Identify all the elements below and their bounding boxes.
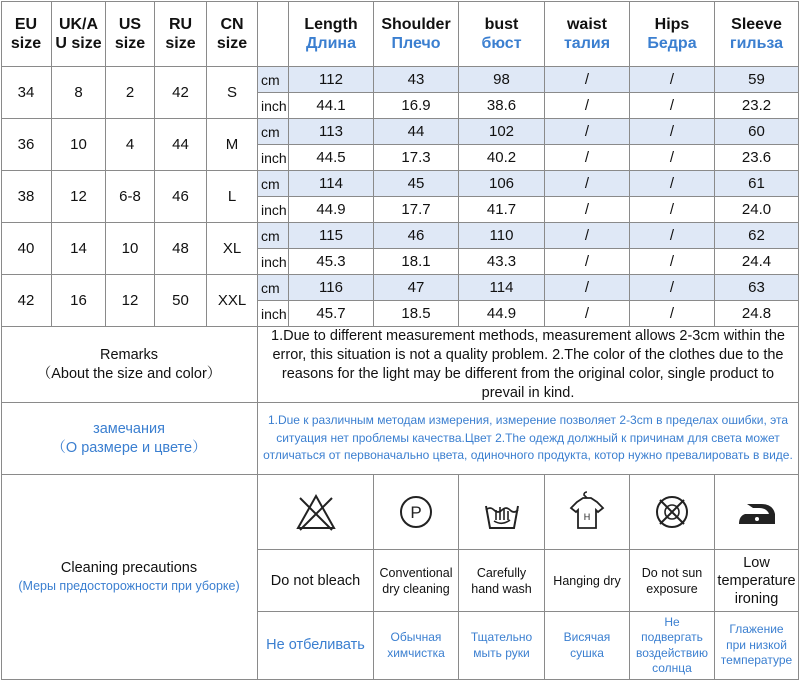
remarks-ru-body: 1.Due к различным методам измерения, измерение позволяет 2-3cm в пределах ошибки, эта ситуация нет проблемы качества.Цвет 2.The одежд должный к причинам для света может отличаться от первоначально цвета, одиночного продукта, котор нужно превалировать в виде. xyxy=(263,413,793,463)
measurement-cell xyxy=(289,275,374,301)
measurement-value: / xyxy=(584,97,590,114)
unit-label-cm xyxy=(258,119,289,145)
header-ru-size xyxy=(155,1,207,67)
measurement-value: / xyxy=(584,253,590,270)
unit-text: cm xyxy=(261,175,280,192)
unit-text: inch xyxy=(261,253,287,270)
measurement-cell xyxy=(289,249,374,275)
size-cell-eu xyxy=(1,223,52,275)
size-cell-uk xyxy=(52,119,106,171)
measurement-cell xyxy=(459,223,545,249)
header-measurement-en: bust xyxy=(484,15,519,33)
unit-text: inch xyxy=(261,149,287,166)
header-label: CN size xyxy=(216,15,248,52)
unit-label-inch xyxy=(258,145,289,171)
care-icon-cell xyxy=(459,475,545,550)
measurement-cell xyxy=(374,93,459,119)
unit-label-cm xyxy=(258,223,289,249)
measurement-cell xyxy=(459,249,545,275)
header-measurement-ru: Длина xyxy=(306,34,356,52)
unit-text: cm xyxy=(261,279,280,296)
measurement-cell xyxy=(289,145,374,171)
unit-label-cm xyxy=(258,275,289,301)
remarks-label-title: Remarks xyxy=(99,346,158,363)
measurement-cell xyxy=(630,67,715,93)
measurement-cell xyxy=(630,93,715,119)
size-cell-ru xyxy=(155,119,207,171)
unit-text: inch xyxy=(261,201,287,218)
measurement-value: / xyxy=(669,305,675,322)
measurement-cell xyxy=(374,67,459,93)
measurement-value: 41.7 xyxy=(486,201,517,218)
measurement-value: / xyxy=(584,149,590,166)
measurement-cell xyxy=(459,93,545,119)
measurement-value: 38.6 xyxy=(486,97,517,114)
measurement-cell xyxy=(289,301,374,327)
measurement-cell xyxy=(715,249,799,275)
unit-label-inch xyxy=(258,249,289,275)
measurement-cell xyxy=(715,145,799,171)
care-text-ru: Не отбеливать xyxy=(266,636,365,653)
measurement-cell xyxy=(715,275,799,301)
measurement-value: 59 xyxy=(748,71,765,88)
measurement-cell xyxy=(374,197,459,223)
measurement-cell xyxy=(459,67,545,93)
size-cell-eu xyxy=(1,171,52,223)
measurement-cell xyxy=(545,145,630,171)
care-text-ru: Тщательно мыть руки xyxy=(470,630,533,660)
header-measurement xyxy=(715,1,799,67)
measurement-cell xyxy=(715,67,799,93)
size-value: 46 xyxy=(172,188,189,205)
measurement-value: / xyxy=(669,71,675,88)
measurement-value: 116 xyxy=(319,279,343,296)
measurement-value: 16.9 xyxy=(401,97,431,114)
measurement-value: 18.1 xyxy=(401,253,431,270)
measurement-value: 45 xyxy=(407,175,425,192)
measurement-cell xyxy=(545,119,630,145)
measurement-value: 112 xyxy=(319,71,343,88)
care-label-en xyxy=(630,550,715,612)
measurement-value: / xyxy=(669,175,675,192)
measurement-value: / xyxy=(584,175,590,192)
size-cell-ru xyxy=(155,67,207,119)
hand-wash-icon xyxy=(480,490,524,534)
measurement-cell xyxy=(374,301,459,327)
size-value: 34 xyxy=(17,84,35,101)
hang-dry-icon xyxy=(565,490,609,534)
header-measurement-en: waist xyxy=(566,15,607,33)
size-cell-cn xyxy=(207,67,258,119)
header-measurement-ru: талия xyxy=(563,34,611,52)
care-text-en: Hanging dry xyxy=(553,573,621,588)
unit-label-cm xyxy=(258,67,289,93)
unit-text: cm xyxy=(261,71,280,88)
measurement-cell xyxy=(289,93,374,119)
size-value: 48 xyxy=(172,240,189,257)
measurement-cell xyxy=(459,301,545,327)
measurement-value: 17.3 xyxy=(401,149,431,166)
measurement-value: / xyxy=(584,123,590,140)
header-measurement-ru: Бедра xyxy=(647,34,697,52)
care-label-en xyxy=(374,550,459,612)
measurement-cell xyxy=(289,171,374,197)
measurement-cell xyxy=(715,171,799,197)
size-cell-cn xyxy=(207,171,258,223)
size-cell-cn xyxy=(207,275,258,327)
care-icon-cell xyxy=(630,475,715,550)
cleaning-label-en: Cleaning precautions xyxy=(60,560,198,576)
measurement-value: 23.2 xyxy=(741,97,772,114)
measurement-cell xyxy=(630,171,715,197)
size-value: 44 xyxy=(172,136,189,153)
unit-label-inch xyxy=(258,197,289,223)
header-measurement-en: Length xyxy=(304,15,358,33)
measurement-value: 44.9 xyxy=(486,305,517,322)
measurement-cell xyxy=(545,301,630,327)
care-label-en xyxy=(459,550,545,612)
header-measurement-en: Hips xyxy=(654,15,690,33)
measurement-cell xyxy=(289,197,374,223)
measurement-cell xyxy=(630,301,715,327)
header-measurement-ru: Плечо xyxy=(391,34,441,52)
size-cell-uk xyxy=(52,223,106,275)
measurement-value: 114 xyxy=(489,279,514,296)
measurement-value: 45.3 xyxy=(316,253,346,270)
care-text-ru: Не подвергать воздействию солнца xyxy=(636,614,708,675)
header-eu-size xyxy=(1,1,52,67)
measurement-value: 40.2 xyxy=(486,149,517,166)
measurement-value: / xyxy=(584,227,590,244)
care-label-ru xyxy=(630,612,715,680)
measurement-value: 114 xyxy=(319,175,343,192)
care-text-en: Conventional dry cleaning xyxy=(379,565,453,596)
header-label: EU size xyxy=(10,15,42,52)
measurement-value: 23.6 xyxy=(741,149,772,166)
header-measurement-ru: гильза xyxy=(729,34,784,52)
measurement-value: 47 xyxy=(407,279,425,296)
size-cell-uk xyxy=(52,171,106,223)
remarks-ru-label xyxy=(1,403,258,475)
size-cell-eu xyxy=(1,119,52,171)
measurement-value: / xyxy=(669,123,675,140)
measurement-value: 44.5 xyxy=(316,149,346,166)
care-icon-cell xyxy=(715,475,799,550)
size-cell-ru xyxy=(155,223,207,275)
measurement-value: 17.7 xyxy=(401,201,431,218)
size-cell-ru xyxy=(155,275,207,327)
care-text-ru: Обычная химчистка xyxy=(387,630,445,660)
measurement-value: 98 xyxy=(493,71,510,88)
measurement-value: 45.7 xyxy=(316,305,346,322)
measurement-cell xyxy=(630,119,715,145)
measurement-cell xyxy=(374,119,459,145)
size-cell-us xyxy=(106,67,155,119)
measurement-cell xyxy=(630,145,715,171)
unit-text: cm xyxy=(261,123,280,140)
size-cell-uk xyxy=(52,275,106,327)
size-value: 6-8 xyxy=(119,188,141,205)
measurement-cell xyxy=(374,171,459,197)
measurement-value: 63 xyxy=(748,279,765,296)
svg-text:H: H xyxy=(583,512,591,522)
measurement-cell xyxy=(630,249,715,275)
header-label: UK/A U size xyxy=(55,15,102,52)
size-value: S xyxy=(226,84,237,101)
header-uk-size xyxy=(52,1,106,67)
care-label-ru xyxy=(715,612,799,680)
measurement-cell xyxy=(545,249,630,275)
measurement-cell xyxy=(289,119,374,145)
measurement-value: 44.9 xyxy=(316,201,346,218)
size-value: 50 xyxy=(172,292,189,309)
measurement-cell xyxy=(545,223,630,249)
dry-clean-p-icon xyxy=(394,490,438,534)
care-text-en: Do not sun exposure xyxy=(641,565,703,596)
size-value: L xyxy=(227,188,237,205)
size-value: M xyxy=(225,136,239,153)
measurement-value: 44.1 xyxy=(316,97,346,114)
remarks-ru-title: замечания xyxy=(93,420,165,437)
measurement-cell xyxy=(459,119,545,145)
measurement-value: / xyxy=(584,305,590,322)
header-measurement-en: Sleeve xyxy=(731,15,782,33)
size-cell-us xyxy=(106,223,155,275)
measurement-value: / xyxy=(584,279,590,296)
care-icon-cell xyxy=(545,475,630,550)
size-cell-cn xyxy=(207,223,258,275)
measurement-cell xyxy=(374,145,459,171)
header-us-size xyxy=(106,1,155,67)
care-text-ru: Глажение при низкой температуре xyxy=(720,622,793,668)
header-measurement xyxy=(545,1,630,67)
measurement-cell xyxy=(459,275,545,301)
header-unit-blank xyxy=(258,1,289,67)
measurement-value: / xyxy=(584,201,590,218)
size-value: 16 xyxy=(70,292,87,309)
unit-label-inch xyxy=(258,301,289,327)
measurement-value: 43 xyxy=(407,71,425,88)
care-label-en xyxy=(715,550,799,612)
measurement-cell xyxy=(715,197,799,223)
measurement-value: / xyxy=(584,71,590,88)
size-chart xyxy=(1,1,799,680)
measurement-value: 43.3 xyxy=(486,253,517,270)
remarks-ru-subtitle: （О размере и цвете） xyxy=(51,439,207,456)
size-value: XL xyxy=(222,240,242,257)
size-value: 10 xyxy=(70,136,87,153)
care-label-ru xyxy=(374,612,459,680)
header-measurement xyxy=(630,1,715,67)
remarks-label-subtitle: （About the size and color） xyxy=(36,365,222,382)
measurement-value: 24.8 xyxy=(741,305,772,322)
measurement-cell xyxy=(545,171,630,197)
measurement-cell xyxy=(545,93,630,119)
measurement-cell xyxy=(715,93,799,119)
size-value: 42 xyxy=(17,292,35,309)
measurement-cell xyxy=(715,223,799,249)
unit-text: inch xyxy=(261,97,287,114)
care-label-ru xyxy=(459,612,545,680)
measurement-value: / xyxy=(669,97,675,114)
size-value: 40 xyxy=(17,240,35,257)
size-value: 38 xyxy=(17,188,35,205)
remarks-body: 1.Due to different measurement methods, measurement allows 2-3cm within the error, this situation is not a quality problem. 2.The color of the clothes due to the reasons for the light may be different from the original color, single product to prevail in kind. xyxy=(271,327,785,401)
care-text-en: Carefully hand wash xyxy=(471,565,532,596)
header-measurement xyxy=(289,1,374,67)
care-text-en: Do not bleach xyxy=(270,572,361,589)
size-value: 10 xyxy=(121,240,139,257)
care-text-ru: Висячая сушка xyxy=(563,630,611,660)
measurement-cell xyxy=(545,275,630,301)
header-measurement xyxy=(459,1,545,67)
measurement-value: / xyxy=(669,149,675,166)
measurement-cell xyxy=(374,249,459,275)
measurement-cell xyxy=(459,171,545,197)
measurement-value: 46 xyxy=(407,227,425,244)
measurement-value: 102 xyxy=(488,123,515,140)
low-iron-icon xyxy=(735,490,779,534)
measurement-cell xyxy=(715,301,799,327)
care-icon-cell xyxy=(258,475,374,550)
measurement-value: 113 xyxy=(319,123,343,140)
size-cell-eu xyxy=(1,67,52,119)
measurement-cell xyxy=(459,197,545,223)
measurement-cell xyxy=(374,275,459,301)
size-value: 36 xyxy=(17,136,35,153)
measurement-value: 24.4 xyxy=(741,253,772,270)
unit-label-cm xyxy=(258,171,289,197)
size-value: 4 xyxy=(125,136,135,153)
care-label-en xyxy=(545,550,630,612)
unit-label-inch xyxy=(258,93,289,119)
size-value: 14 xyxy=(70,240,87,257)
size-cell-us xyxy=(106,119,155,171)
measurement-value: 24.0 xyxy=(741,201,772,218)
measurement-value: / xyxy=(669,227,675,244)
measurement-cell xyxy=(630,197,715,223)
measurement-cell xyxy=(374,223,459,249)
measurement-value: 62 xyxy=(748,227,765,244)
no-sun-icon xyxy=(650,490,694,534)
measurement-cell xyxy=(459,145,545,171)
measurement-cell xyxy=(289,223,374,249)
measurement-value: 18.5 xyxy=(401,305,431,322)
measurement-value: 115 xyxy=(319,227,343,244)
measurement-cell xyxy=(545,197,630,223)
header-label: US size xyxy=(114,15,146,52)
measurement-value: 110 xyxy=(489,227,514,244)
measurement-value: 60 xyxy=(748,123,765,140)
header-measurement-ru: бюст xyxy=(481,34,522,52)
measurement-cell xyxy=(545,67,630,93)
remarks-text xyxy=(258,327,799,403)
size-cell-ru xyxy=(155,171,207,223)
care-icon-cell xyxy=(374,475,459,550)
cleaning-precautions-label xyxy=(1,475,258,680)
header-measurement-en: Shoulder xyxy=(381,15,451,33)
unit-text: inch xyxy=(261,305,287,322)
cleaning-label-ru: (Меры предосторожности при уборке) xyxy=(18,579,240,593)
measurement-cell xyxy=(715,119,799,145)
care-label-ru xyxy=(545,612,630,680)
remarks-label xyxy=(1,327,258,403)
size-value: 12 xyxy=(70,188,87,205)
no-bleach-icon xyxy=(294,490,338,534)
measurement-cell xyxy=(630,275,715,301)
measurement-value: 44 xyxy=(407,123,425,140)
size-cell-uk xyxy=(52,67,106,119)
header-label: RU size xyxy=(165,15,196,52)
svg-text:P: P xyxy=(410,503,422,522)
size-cell-cn xyxy=(207,119,258,171)
size-cell-us xyxy=(106,171,155,223)
measurement-value: 61 xyxy=(748,175,765,192)
size-cell-us xyxy=(106,275,155,327)
measurement-value: 106 xyxy=(488,175,515,192)
care-label-en xyxy=(258,550,374,612)
size-value: 2 xyxy=(125,84,135,101)
header-cn-size xyxy=(207,1,258,67)
unit-text: cm xyxy=(261,227,280,244)
measurement-value: / xyxy=(669,279,675,296)
measurement-cell xyxy=(289,67,374,93)
size-value: 8 xyxy=(74,84,83,101)
size-cell-eu xyxy=(1,275,52,327)
header-measurement xyxy=(374,1,459,67)
measurement-value: / xyxy=(669,253,675,270)
care-label-ru xyxy=(258,612,374,680)
size-value: 12 xyxy=(121,292,139,309)
size-value: 42 xyxy=(172,84,189,101)
remarks-ru-text xyxy=(258,403,799,475)
size-value: XXL xyxy=(217,292,247,309)
measurement-cell xyxy=(630,223,715,249)
care-text-en: Low temperature ironing xyxy=(717,554,796,607)
measurement-value: / xyxy=(669,201,675,218)
